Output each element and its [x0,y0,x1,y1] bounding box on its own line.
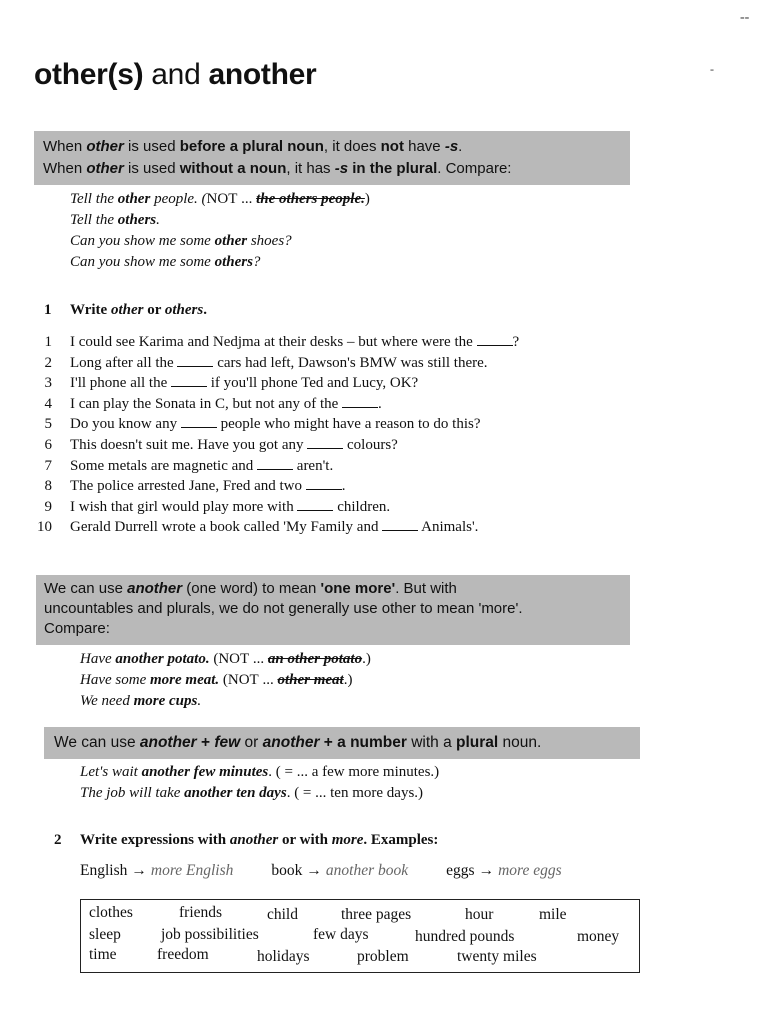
text-run: .) [343,672,353,688]
text-run: or [240,734,263,751]
item-text-before: I can play the Sonata in C, but not any of the [70,395,343,412]
example-line [70,210,370,231]
item-number: 5 [44,416,52,433]
word-item: freedom [157,946,209,963]
exercise-item [30,435,519,456]
rule-box-plural [34,131,630,185]
title-part1: other(s) [34,58,144,91]
text-run: Compare: [44,620,110,637]
exercise-item [30,373,519,394]
text-run: + [196,734,215,751]
item-text-before: Do you know any [70,416,181,433]
item-text-before: I'll phone all the [70,375,172,392]
text-run: is used [123,138,180,155]
text-run: Write expressions with [80,832,230,848]
text-run: before a plural noun [179,138,324,155]
text-run: 'one more' [320,580,396,597]
exercise-instruction [80,832,438,848]
item-number: 9 [44,498,52,515]
text-run: .) [362,651,371,667]
rule-line [43,136,621,158]
example-line [70,231,370,252]
text-run: an other potato [267,651,363,667]
text-run: have [403,138,445,155]
text-run: others [164,302,204,318]
word-item: friends [179,904,223,921]
text-run: Can you show me some [70,254,215,270]
text-run: . [197,693,202,709]
item-text-after: aren't. [293,457,334,474]
text-run: . [458,138,463,155]
item-text-before: This doesn't suit me. Have you got any [70,436,308,453]
item-text-after: ? [512,334,520,350]
text-run: few [214,734,241,751]
word-item: problem [357,948,409,965]
rule-box-another [36,575,630,645]
text-run: shoes? [247,233,292,249]
text-run: NOT [206,191,238,207]
example-answer: another book [325,862,409,879]
answer-blank[interactable] [297,498,333,511]
rule-line [44,579,622,599]
page-title [34,58,316,92]
example-line [70,252,370,273]
text-run: ... [237,191,257,207]
example-word: eggs [446,862,475,879]
text-run: We need [80,693,134,709]
text-run: another potato. [115,651,210,667]
text-run: ( [209,651,219,667]
text-run: The job will take [80,785,185,801]
text-run: people. ( [150,191,207,207]
text-run: ... [258,672,278,688]
item-text-after: . [378,395,382,412]
text-run: other [86,160,124,177]
text-run: NOT [227,672,259,688]
text-run: . [203,302,207,318]
item-text-after: colours? [343,436,398,453]
text-run: . But with [395,580,457,597]
item-text-before: Long after all the [70,354,178,371]
text-run: the others people. [256,191,365,207]
text-run: Tell the [70,212,118,228]
text-run: ... [249,651,268,667]
title-part3: another [208,58,317,91]
answer-blank[interactable] [306,477,342,490]
text-run: other [86,138,124,155]
word-item: sleep [89,926,121,943]
rule-box-another-few [44,727,640,759]
item-text-before: I could see Karima and Nedjma at their desks – but where were the [70,334,477,350]
item-number: 2 [44,354,52,371]
text-run: ( [219,672,228,688]
text-run: When [43,138,87,155]
word-item: holidays [257,948,310,965]
answer-blank[interactable] [307,436,343,449]
example-line [70,189,370,210]
text-run: When [43,160,87,177]
item-text-before: The police arrested Jane, Fred and two [70,478,306,495]
example-line [80,691,371,712]
text-run: Let's wait [80,764,142,780]
example-line [80,670,371,691]
exercise-1-items [30,332,519,538]
text-run: uncountables and plurals, we do not generally use other to mean 'more'. [44,600,523,617]
exercise-1-heading [44,302,207,319]
text-run: more cups [133,693,198,709]
text-run: (one word) to mean [182,580,321,597]
item-text-before: Some metals are magnetic and [70,457,258,474]
example-line [80,762,439,783]
rule-line [43,158,621,180]
text-run: We can use [54,734,140,751]
text-run: ? [252,254,261,270]
example-answer: more eggs [498,862,562,879]
answer-blank[interactable] [477,333,513,346]
text-run: Can you show me some [70,233,215,249]
text-run: Have some [80,672,150,688]
example-line [80,649,371,670]
exercise-item [30,414,519,435]
rule-line [44,619,622,639]
text-run: in the plural [348,160,438,177]
text-run: Have [80,651,116,667]
exercise-item [30,456,519,477]
exercise-number: 2 [54,832,62,848]
scan-mark: - [710,62,714,76]
text-run: or with [278,832,332,848]
example-line [80,783,439,804]
text-run: . ( = ... a few more minutes.) [268,764,440,780]
word-box [80,899,640,973]
word-item: money [577,928,620,945]
example-answer: more English [150,862,234,879]
item-text-after: cars had left, Dawson's BMW was still there. [213,354,488,371]
text-run: . Examples: [363,832,439,848]
text-run: We can use [44,580,128,597]
text-run: with a [406,734,457,751]
word-item: three pages [341,906,412,923]
text-run: another [127,580,183,597]
text-run: another ten days [184,785,287,801]
word-item: job possibilities [161,926,259,943]
text-run: or [143,302,165,318]
item-number: 8 [44,478,52,495]
title-part2: and [143,58,209,91]
item-number: 4 [44,395,52,412]
examples-other-others [70,189,370,273]
text-run: . [156,212,160,228]
text-run: others [214,254,253,270]
item-number: 1 [44,334,52,350]
item-text-before: I wish that girl would play more with [70,498,298,515]
examples-another-number [80,762,439,804]
examples-another-more [80,649,371,712]
text-run: other [117,191,151,207]
word-item: time [89,946,117,963]
text-run: , it does [323,138,381,155]
example-pair [271,862,408,879]
item-number: 6 [44,436,52,453]
item-number: 7 [44,457,52,474]
exercise-number: 1 [44,302,52,318]
example-word: book [271,862,303,879]
exercise-2-heading [54,832,438,849]
text-run: . ( = ... ten more days.) [286,785,424,801]
exercise-item [30,332,519,353]
text-run: other [110,302,144,318]
arrow-icon: → [306,862,322,879]
exercise-item [30,497,519,518]
text-run: another few minutes [141,764,269,780]
item-text-before: Gerald Durrell wrote a book called 'My Family and [70,519,383,536]
text-run: NOT [218,651,250,667]
text-run: -s [334,160,349,177]
exercise-item [30,517,519,538]
answer-blank[interactable] [181,415,217,428]
text-run: more meat. [149,672,220,688]
answer-blank[interactable] [171,374,207,387]
answer-blank[interactable] [257,457,293,470]
example-pair [80,862,233,879]
text-run: is used [123,160,180,177]
text-run: other meat [277,672,344,688]
text-run: another [262,734,320,751]
example-pair [446,862,562,879]
corner-mark: -- [740,10,750,25]
text-run: not [380,138,404,155]
text-run: other [214,233,248,249]
exercise-item [30,394,519,415]
text-run: Tell the [70,191,118,207]
word-item: twenty miles [457,948,537,965]
exercise-instruction [70,302,207,318]
text-run: , it has [286,160,335,177]
text-run: Write [70,302,111,318]
text-run: ) [364,191,370,207]
exercise-2-examples [80,862,562,880]
item-text-after: if you'll phone Ted and Lucy, OK? [207,375,419,392]
word-item: mile [539,906,567,923]
answer-blank[interactable] [382,518,418,531]
arrow-icon: → [131,862,147,879]
word-item: child [267,906,298,923]
arrow-icon: → [478,862,495,879]
item-text-after: people who might have a reason to do this? [216,416,481,433]
exercise-item [30,476,519,497]
item-text-after: Animals'. [418,519,479,536]
item-text-after: children. [333,498,391,515]
answer-blank[interactable] [342,395,378,408]
text-run: another [229,832,279,848]
item-number: 3 [44,375,52,392]
text-run: . Compare: [437,160,512,177]
answer-blank[interactable] [177,354,213,367]
item-number: 10 [37,519,52,536]
rule-line [44,599,622,619]
text-run: without a noun [179,160,287,177]
exercise-item [30,353,519,374]
text-run: more [331,832,364,848]
example-word: English [80,862,128,879]
text-run: another [139,734,197,751]
text-run: others [117,212,157,228]
word-item: few days [313,926,369,943]
item-text-after: . [341,478,346,495]
text-run: -s [444,138,459,155]
text-run: + a number [319,734,407,751]
text-run: noun. [498,734,542,751]
word-item: clothes [89,904,133,921]
word-item: hundred pounds [415,928,515,945]
word-item: hour [465,906,494,923]
text-run: plural [456,734,499,751]
rule-line [54,731,630,755]
